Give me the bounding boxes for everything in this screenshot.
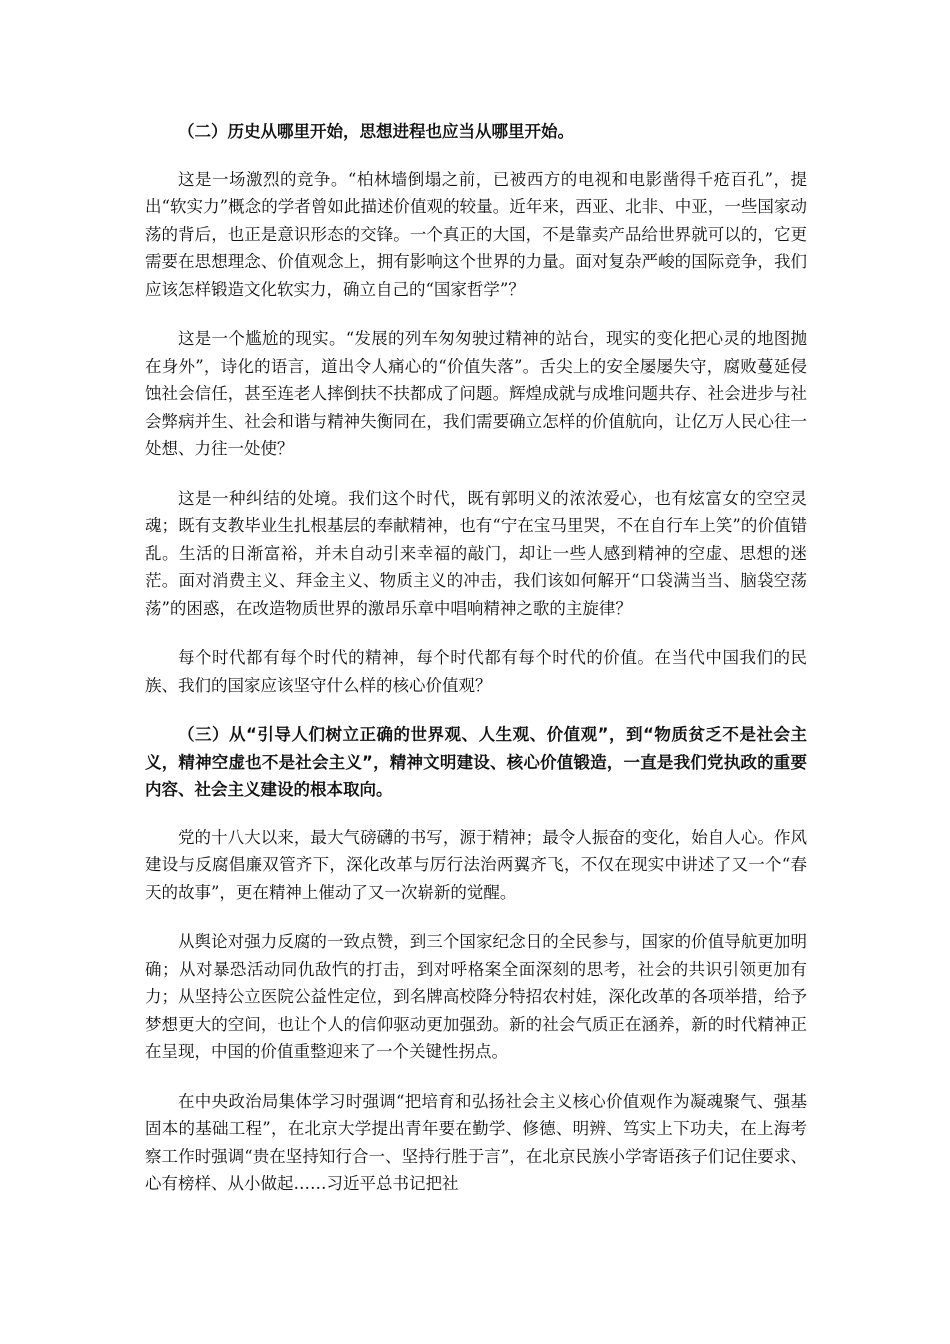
section-heading-2: （二）历史从哪里开始，思想进程也应当从哪里开始。 [178, 122, 574, 141]
paragraph-18th-congress: 党的十八大以来，最大气磅礴的书写，源于精神；最令人振奋的变化，始自人心。作风建设与反腐倡廉双管齐下，深化改革与厉行法治两翼齐飞，不仅在现实中讲述了又一个“春天的故事”，更在精神上催动了又一次崭新的觉醒。 [145, 827, 807, 902]
paragraph-politburo-study: 在中央政治局集体学习时强调“把培育和弘扬社会主义核心价值观作为凝魂聚气、强基固本的基础工程”，在北京大学提出青年要在勤学、修德、明辨、笃实上下功夫，在上海考察工作时强调“贵在坚持知行合一、坚持行胜于言”，在北京民族小学寄语孩子们记住要求、心有榜样、从小做起……习近平总书记把社 [145, 1091, 807, 1193]
paragraph-public-opinion: 从舆论对强力反腐的一致点赞，到三个国家纪念日的全民参与，国家的价值导航更加明确；从对暴恐活动同仇敌忾的打击，到对呼格案全面深刻的思考，社会的共识引领更加有力；从坚持公立医院公益性定位，到名牌高校降分特招农村娃，深化改革的各项举措，给予梦想更大的空间，也让个人的信仰驱动更加强劲。新的社会气质正在涵养，新的时代精神正在呈现，中国的价值重整迎来了一个关键性拐点。 [145, 932, 807, 1061]
paragraph-era-spirit: 每个时代都有每个时代的精神，每个时代都有每个时代的价值。在当代中国我们的民族、我们的国家应该坚守什么样的核心价值观？ [145, 648, 807, 695]
paragraph-competition: 这是一场激烈的竞争。“柏林墙倒塌之前，已被西方的电视和电影凿得千疮百孔”，提出“软实力”概念的学者曾如此描述价值观的较量。近年来，西亚、北非、中亚，一些国家动荡的背后，也正是意识形态的交锋。一个真正的大国，不是靠卖产品给世界就可以的，它更需要在思想理念、价值观念上，拥有影响这个世界的力量。面对复杂严峻的国际竞争，我们应该怎样锻造文化软实力，确立自己的“国家哲学”？ [145, 169, 807, 299]
paragraph-dilemma: 这是一种纠结的处境。我们这个时代，既有郭明义的浓浓爱心，也有炫富女的空空灵魂；既有支教毕业生扎根基层的奉献精神，也有“宁在宝马里哭，不在自行车上笑”的价值错乱。生活的日渐富裕，并未自动引来幸福的敲门，却让一些人感到精神的空虚、思想的迷茫。面对消费主义、拜金主义、物质主义的冲击，我们该如何解开“口袋满当当、脑袋空荡荡”的困惑，在改造物质世界的激昂乐章中唱响精神之歌的主旋律？ [145, 488, 807, 618]
paragraph-reality: 这是一个尴尬的现实。“发展的列车匆匆驶过精神的站台，现实的变化把心灵的地图抛在身外”，诗化的语言，道出令人痛心的“价值失落”。舌尖上的安全屡屡失守，腐败蔓延侵蚀社会信任，甚至连老人摔倒扶不扶都成了问题。辉煌成就与成堆问题共存、社会进步与社会弊病并生、社会和谐与精神失衡同在，我们需要确立怎样的价值航向，让亿万人民心往一处想、力往一处使？ [145, 329, 807, 458]
document-page [145, 118, 807, 1198]
section-heading-3: （三）从“引导人们树立正确的世界观、人生观、价值观”，到“物质贫乏不是社会主义，精神空虚也不是社会主义”，精神文明建设、核心价值锻造，一直是我们党执政的重要内容、社会主义建设的根本取向。 [145, 725, 807, 799]
